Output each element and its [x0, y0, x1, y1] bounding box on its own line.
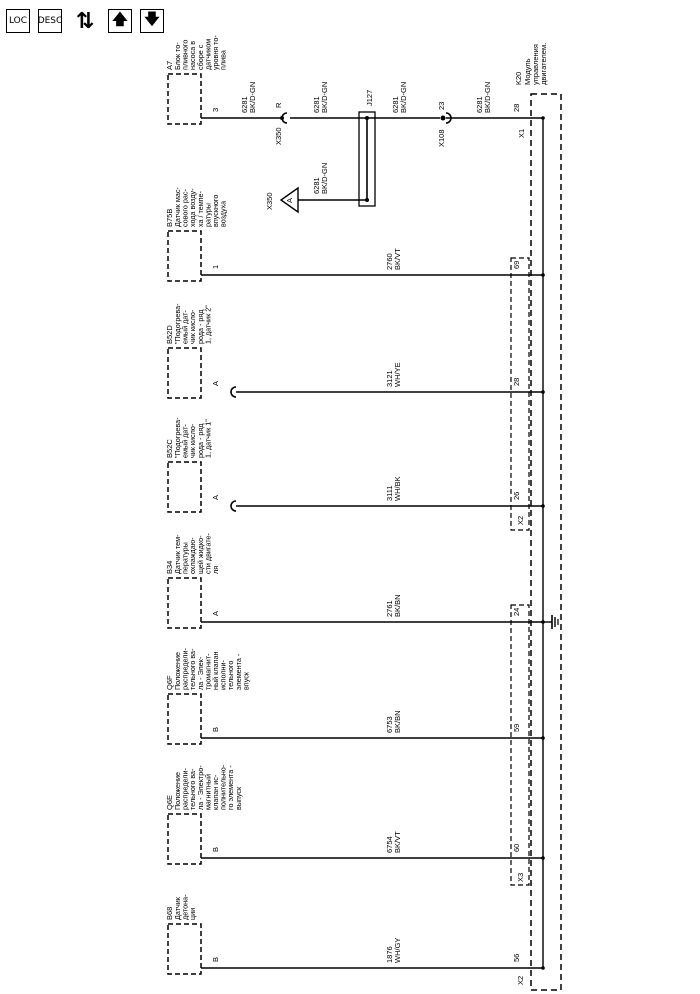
component-desc-line: ции	[188, 907, 198, 920]
wire-color: WH/GY	[393, 937, 402, 963]
connector-x2-label: X2	[516, 515, 525, 525]
component-desc-line: тельного ва-	[188, 768, 198, 810]
component-desc-line: впуск	[241, 672, 251, 690]
module-desc-line: Модуль	[523, 58, 532, 85]
connector-x3-label: X3	[516, 872, 525, 882]
module-pin-number: 60	[512, 843, 521, 852]
connector-dot	[441, 116, 446, 121]
component-pin: A	[211, 610, 220, 616]
wire-color: BK/VT	[393, 831, 402, 853]
loc-button[interactable]: LOC	[6, 9, 30, 33]
wire-number: 6754	[385, 836, 394, 853]
wire-color: BK/BN	[393, 710, 402, 733]
sensor-connector	[231, 501, 236, 511]
component-box-a7	[168, 74, 201, 124]
component-box-b52c	[168, 462, 201, 512]
wire-number: 6753	[385, 716, 394, 733]
component-box-b68	[168, 924, 201, 974]
component-desc-line: тельного ва-	[188, 648, 198, 690]
component-id-b52c: B52C	[165, 439, 174, 458]
component-desc-line: уровня то-	[211, 35, 220, 70]
wire-number: 2761	[385, 600, 394, 617]
component-id-b75b: B75B	[165, 208, 174, 227]
component-desc-line: Датчик тем-	[173, 534, 182, 574]
wire-number-seg2: 6281	[312, 96, 321, 113]
wire-number: 6281	[475, 96, 484, 113]
component-desc-line: Положение	[173, 772, 182, 810]
module-pin-number: 28	[512, 377, 521, 386]
component-box-b34	[168, 578, 201, 628]
component-desc-line: детона-	[180, 894, 190, 920]
component-box-b52d	[168, 348, 201, 398]
module-desc-line: управления	[531, 44, 540, 85]
component-pin: 3	[211, 107, 220, 112]
splice-dot	[365, 116, 369, 120]
connector-x2b-label: X2	[516, 975, 525, 985]
inline-left-pin: R	[274, 102, 283, 108]
component-desc-line: воздуха	[218, 200, 228, 227]
component-desc-line: ля	[211, 565, 220, 574]
component-desc-line: ратуры	[203, 203, 213, 227]
arrow-down-icon[interactable]: 🡇	[140, 9, 164, 33]
connector-x1-label: X1	[517, 128, 526, 138]
inline-right-pin: 23	[437, 101, 446, 110]
component-desc-line: клапан ис-	[211, 774, 220, 810]
module-pin-number: 59	[512, 723, 521, 732]
wire-color: WH/YE	[393, 362, 402, 387]
wire-number: 3121	[385, 370, 394, 387]
wire-color: BK/D-GN	[483, 81, 492, 113]
component-desc-line: распредели-	[180, 648, 190, 690]
component-desc-line: пливного	[180, 39, 190, 70]
component-box-b75b	[168, 231, 201, 281]
component-desc-line: "Подогрева-	[173, 303, 182, 344]
connector-x2-box	[511, 258, 529, 530]
component-pin: B	[211, 726, 220, 732]
component-pin: B	[211, 846, 220, 852]
wire-number-branch: 6281	[312, 177, 321, 194]
component-desc-line: Датчик мас-	[173, 187, 182, 227]
component-desc-line: полнительно-	[218, 764, 228, 810]
desc-button[interactable]: DESC	[38, 9, 62, 33]
component-desc-line: чик кисло-	[188, 309, 198, 344]
component-desc-line: тельного	[226, 660, 236, 690]
wire-number: 2760	[385, 253, 394, 270]
wire-number: 1876	[385, 946, 394, 963]
component-desc-line: 1, датчик 1"	[203, 419, 213, 458]
component-desc-line: насоса в	[188, 40, 198, 70]
component-id-b34: B34	[165, 560, 174, 574]
module-k20-box	[531, 94, 561, 990]
component-desc-line: исполни-	[218, 660, 228, 690]
inline-right-name: X108	[437, 129, 446, 147]
component-desc-line: щей жидко-	[195, 535, 205, 574]
component-desc-line: выпуск	[233, 786, 243, 810]
component-desc-line: тромагнит-	[203, 653, 213, 690]
wire-color: BK/VT	[393, 248, 402, 270]
wire-color-seg3: BK/D-GN	[399, 81, 408, 113]
component-desc-line: элемента -	[233, 653, 243, 690]
wire-color-seg1: BK/D-GN	[248, 81, 257, 113]
branch-pin: A	[285, 197, 294, 203]
wire-number-seg3: 6281	[391, 96, 400, 113]
component-desc-line: ла - Элек-	[195, 656, 205, 690]
module-pin-number: 26	[512, 491, 521, 500]
component-pin: 1	[211, 264, 220, 269]
component-id-q6f: Q6F	[165, 675, 174, 690]
component-id-b68: B68	[165, 906, 174, 920]
connector-x3-box	[511, 605, 529, 885]
component-desc-line: Датчик	[173, 897, 182, 920]
connector-dot	[280, 116, 284, 120]
component-desc-line: ха / темпе-	[195, 191, 205, 227]
component-desc-line: плива	[218, 50, 228, 70]
component-desc-line: пературы	[180, 542, 190, 574]
inline-left-name: X350	[274, 127, 283, 145]
component-desc-line: сти двигате-	[203, 533, 213, 574]
component-desc-line: Положение	[173, 652, 182, 690]
component-desc-line: распредели-	[180, 768, 190, 810]
component-desc-line: го элемента -	[226, 765, 236, 810]
component-desc-line: магнитный	[203, 774, 213, 810]
component-desc-line: чик кисло-	[188, 423, 198, 458]
component-desc-line: емый дат-	[180, 424, 190, 458]
component-box-q6f	[168, 694, 201, 744]
component-desc-line: охлаждаю-	[188, 537, 198, 574]
wire-number-seg1: 6281	[240, 96, 249, 113]
component-desc-line: датчиком	[203, 38, 213, 70]
swap-direction-icon[interactable]: ⇅	[70, 9, 100, 33]
module-desc-line: двигателем.	[539, 42, 548, 85]
component-desc-line: ла - Электро-	[195, 765, 205, 810]
component-pin: B	[211, 956, 220, 962]
component-id-b52d: B52D	[165, 325, 174, 344]
wire-color: BK/BN	[393, 594, 402, 617]
module-pin-number: 56	[512, 953, 521, 962]
component-desc-line: хода возду-	[188, 188, 198, 227]
wire-color: WH/BK	[393, 476, 402, 501]
component-id-q6e: Q6E	[165, 794, 174, 810]
module-pin-number: 69	[512, 260, 521, 269]
component-desc-line: ный клапан	[211, 651, 220, 690]
component-desc-line: сборе с	[195, 44, 205, 70]
module-pin-number: 28	[512, 103, 521, 112]
wire-number: 3111	[385, 485, 394, 501]
splice-name: J127	[365, 89, 374, 106]
wire-color-branch: BK/D-GN	[320, 162, 329, 194]
component-desc-line: рода - ряд	[195, 309, 205, 344]
arrow-up-icon[interactable]: 🡅	[108, 9, 132, 33]
component-desc-line: 1, датчик 2"	[203, 305, 213, 344]
component-box-q6e	[168, 814, 201, 864]
branch-connector-name: X350	[265, 192, 274, 210]
wire-color-seg2: BK/D-GN	[320, 81, 329, 113]
module-pin-number: 24	[512, 607, 521, 616]
component-desc-line: рода - ряд	[195, 423, 205, 458]
component-pin: A	[211, 494, 220, 500]
component-desc-line: Блок то-	[173, 42, 182, 70]
sensor-connector	[231, 387, 236, 397]
component-desc-line: впускного	[211, 194, 220, 227]
component-pin: A	[211, 380, 220, 386]
component-desc-line: сового рас-	[180, 189, 190, 227]
module-name: K20	[514, 71, 523, 85]
component-id-a7: A7	[165, 60, 174, 70]
component-desc-line: "Подогрева-	[173, 417, 182, 458]
component-desc-line: емый дат-	[180, 310, 190, 344]
